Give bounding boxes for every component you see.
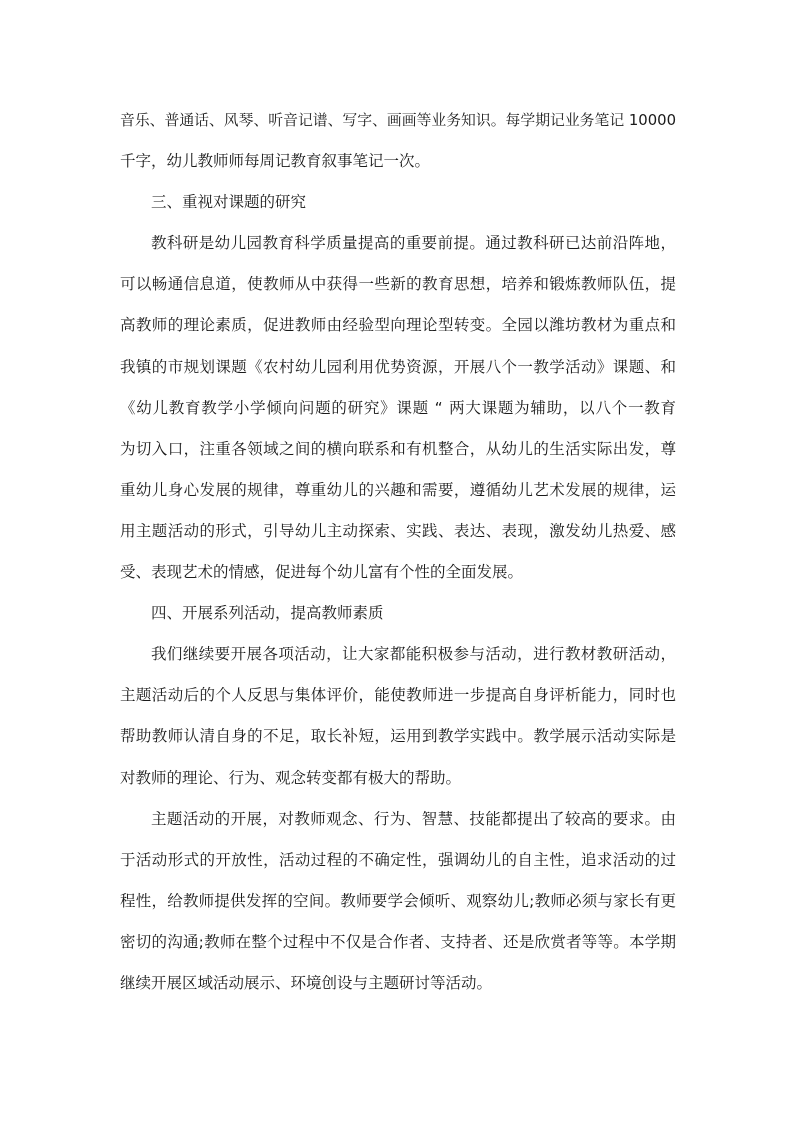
text-line: 用主题活动的形式，引导幼儿主动探索、实践、表达、表现，激发幼儿热爱、感 [120, 521, 677, 540]
section-heading-3: 三、重视对课题的研究 [151, 193, 307, 212]
continuation-paragraph [120, 100, 676, 182]
text-line: 继续开展区域活动展示、环境创设与主题研讨等活动。 [120, 973, 493, 992]
text-line: 教科研是幼儿园教育科学质量提高的重要前提。通过教科研已达前沿阵地， [151, 234, 677, 253]
text-line: 我镇的市规划课题《农村幼儿园利用优势资源，开展八个一教学活动》课题、和 [120, 357, 677, 376]
text-line: 我们继续要开展各项活动，让大家都能积极参与活动，进行教材教研活动， [151, 645, 677, 664]
text-line: 为切入口，注重各领域之间的横向联系和有机整合，从幼儿的生活实际出发，尊 [120, 439, 677, 458]
text-line: 可以畅通信息道，使教师从中获得一些新的教育思想，培养和锻炼教师队伍，提 [120, 275, 677, 294]
paragraph-research [120, 223, 676, 593]
document-page [120, 100, 676, 1004]
text-line: 《幼儿教育教学小学倾向问题的研究》课题 “ 两大课题为辅助，以八个一教育 [120, 398, 677, 417]
text-line: 音乐、普通话、风琴、听音记谱、写字、画画等业务知识。每学期记业务笔记 10000 [120, 112, 677, 129]
text-line: 主题活动的开展，对教师观念、行为、智慧、技能都提出了较高的要求。由 [151, 809, 677, 828]
text-line: 密切的沟通;教师在整个过程中不仅是合作者、支持者、还是欣赏者等等。本学期 [120, 932, 677, 951]
text-line: 帮助教师认清自身的不足，取长补短，运用到教学实践中。教学展示活动实际是 [120, 727, 677, 746]
text-line: 对教师的理论、行为、观念转变都有极大的帮助。 [120, 768, 462, 787]
text-line: 程性，给教师提供发挥的空间。教师要学会倾听、观察幼儿;教师必须与家长有更 [120, 891, 677, 910]
text-line: 于活动形式的开放性，活动过程的不确定性，强调幼儿的自主性，追求活动的过 [120, 850, 677, 869]
text-line: 受、表现艺术的情感，促进每个幼儿富有个性的全面发展。 [120, 563, 524, 582]
text-line: 高教师的理论素质，促进教师由经验型向理论型转变。全园以潍坊教材为重点和 [120, 316, 677, 335]
paragraph-themes [120, 799, 676, 1004]
text-line: 千字，幼儿教师师每周记教育叙事笔记一次。 [120, 152, 431, 171]
paragraph-activities [120, 634, 676, 798]
text-line: 重幼儿身心发展的规律，尊重幼儿的兴趣和需要，遵循幼儿艺术发展的规律，运 [120, 480, 677, 499]
text-line: 主题活动后的个人反思与集体评价，能使教师进一步提高自身评析能力，同时也 [120, 686, 677, 705]
section-heading-4: 四、开展系列活动，提高教师素质 [151, 604, 384, 623]
